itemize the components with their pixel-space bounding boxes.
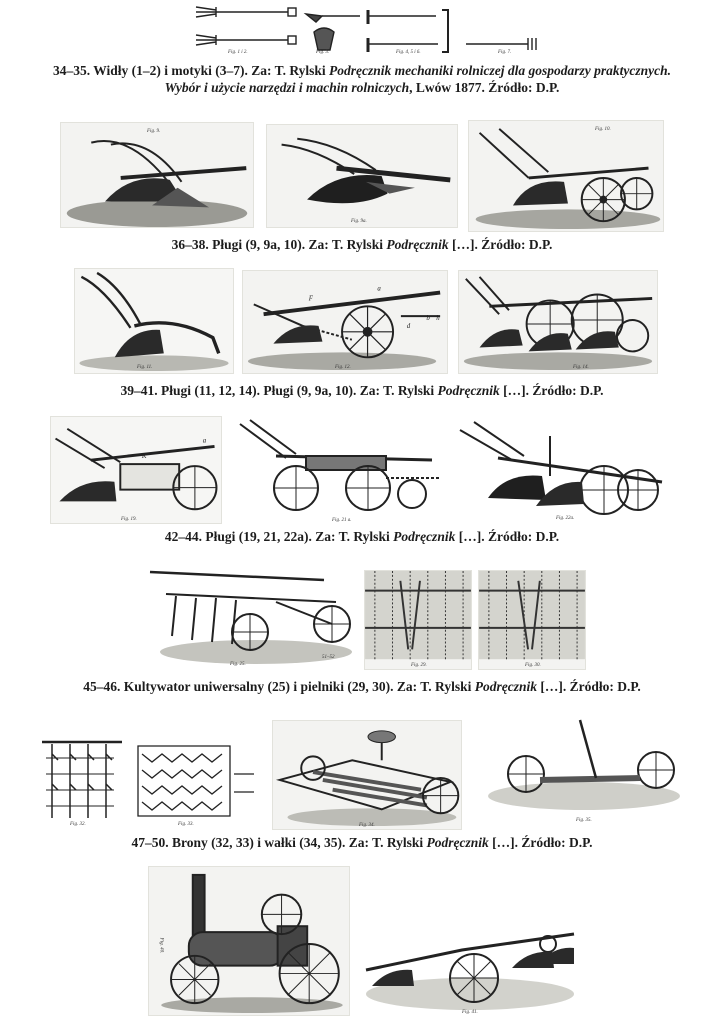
fig-label: Fig. 19. <box>121 517 137 522</box>
fig-label: Fig. 25. <box>230 662 246 667</box>
fig-label: Fig. 22a. <box>556 516 575 521</box>
engraving-roller-34 <box>272 720 462 830</box>
caption-book-title: Podręcznik <box>437 383 500 398</box>
caption-book-title: Podręcznik mechaniki rolniczej dla gospodarzy praktycznych. <box>329 63 672 78</box>
fig-label: Fig. 33. <box>178 822 194 827</box>
fig-label: Fig. 12. <box>335 365 351 370</box>
engraving-letter-b: b <box>426 315 430 323</box>
engraving-cultivator-25 <box>146 566 354 670</box>
fig-label: Fig. 32. <box>70 822 86 827</box>
caption-book-title: Podręcznik <box>474 679 537 694</box>
engraving-forks-and-hoes <box>176 2 554 58</box>
fig-label: Fig. 35. <box>576 818 592 823</box>
fig-label: Fig. 41. <box>462 1010 478 1015</box>
fig-label: Fig. 4, 5 i 6. <box>396 50 421 55</box>
caption-book-subtitle: Wybór i użycie narzędzi i machin rolniczych <box>164 80 410 95</box>
fig-label: Fig. 3. <box>316 50 330 55</box>
engraving-roller-35 <box>484 716 686 828</box>
engraving-plough-19 <box>50 416 222 524</box>
engraving-plough-11 <box>74 268 234 374</box>
caption-36-38 <box>0 236 724 253</box>
caption-text: 36–38. Pługi (9, 9a, 10). Za: T. Rylski <box>171 237 387 252</box>
caption-text: 45–46. Kultywator uniwersalny (25) i pielniki (29, 30). Za: T. Rylski <box>83 679 475 694</box>
engraving-plough-14-gang <box>458 270 658 374</box>
caption-text: 42–44. Pługi (19, 21, 22a). Za: T. Rylski <box>164 529 394 544</box>
engraving-plough-9 <box>60 122 254 228</box>
fig-label: Fig. 40. <box>158 937 164 954</box>
engraving-plough-22a <box>458 416 670 526</box>
caption-text: 34–35. Widły (1–2) i motyki (3–7). Za: T. Rylski <box>52 63 330 78</box>
caption-text: […]. Źródło: D.P. <box>536 679 641 694</box>
caption-book-title: Podręcznik <box>426 835 489 850</box>
fig-label: Fig. 30. <box>525 663 541 668</box>
engraving-letter-h: h <box>436 315 440 323</box>
caption-34-35 <box>0 62 724 96</box>
caption-text: […]. Źródło: D.P. <box>488 835 593 850</box>
engraving-harrow-32 <box>40 734 124 830</box>
caption-text: […]. Źródło: D.P. <box>448 237 553 252</box>
caption-42-44 <box>0 528 724 545</box>
fig-label: Fig. 34. <box>359 823 375 828</box>
fig-label: Fig. 1 i 2. <box>228 50 248 55</box>
fig-label: Fig. 9. <box>147 129 161 134</box>
fig-label: Fig. 9a. <box>351 219 367 224</box>
engraving-plate-number: 51–52 <box>322 655 335 660</box>
engraving-hoe-30 <box>478 570 586 670</box>
caption-book-title: Podręcznik <box>386 237 449 252</box>
engraving-letter-a: a <box>377 285 381 293</box>
engraving-letter-f: F <box>308 295 313 303</box>
engraving-plough-9a <box>266 124 458 228</box>
engraving-plough-41 <box>362 924 578 1020</box>
caption-text: […]. Źródło: D.P. <box>499 383 604 398</box>
engraving-letter-d: d <box>406 322 411 330</box>
engraving-plough-12 <box>242 270 448 374</box>
caption-47-50 <box>0 834 724 851</box>
engraving-letter-k: K <box>141 453 147 461</box>
engraving-harrow-33 <box>134 740 256 830</box>
fig-label: Fig. 11. <box>137 365 153 370</box>
engraving-plough-10-with-wheels <box>468 120 664 232</box>
engraving-plough-21a <box>236 416 444 526</box>
engraving-hoe-29 <box>364 570 472 670</box>
caption-39-41 <box>0 382 724 399</box>
fig-label: Fig. 7. <box>498 50 512 55</box>
fig-label: Fig. 21 a. <box>332 518 352 523</box>
caption-text: […]. Źródło: D.P. <box>455 529 560 544</box>
fig-label: Fig. 10. <box>595 127 611 132</box>
caption-text: 39–41. Pługi (11, 12, 14). Pługi (9, 9a, 10). Za: T. Rylski <box>120 383 438 398</box>
caption-text: 47–50. Brony (32, 33) i wałki (34, 35). Za: T. Rylski <box>131 835 427 850</box>
engraving-letter-a: a <box>202 437 207 445</box>
engraving-steam-engine-40 <box>148 866 350 1016</box>
caption-45-46 <box>0 678 724 695</box>
caption-text: , Lwów 1877. Źródło: D.P. <box>409 80 560 95</box>
caption-book-title: Podręcznik <box>393 529 456 544</box>
fig-label: Fig. 29. <box>411 663 427 668</box>
fig-label: Fig. 14. <box>573 365 589 370</box>
